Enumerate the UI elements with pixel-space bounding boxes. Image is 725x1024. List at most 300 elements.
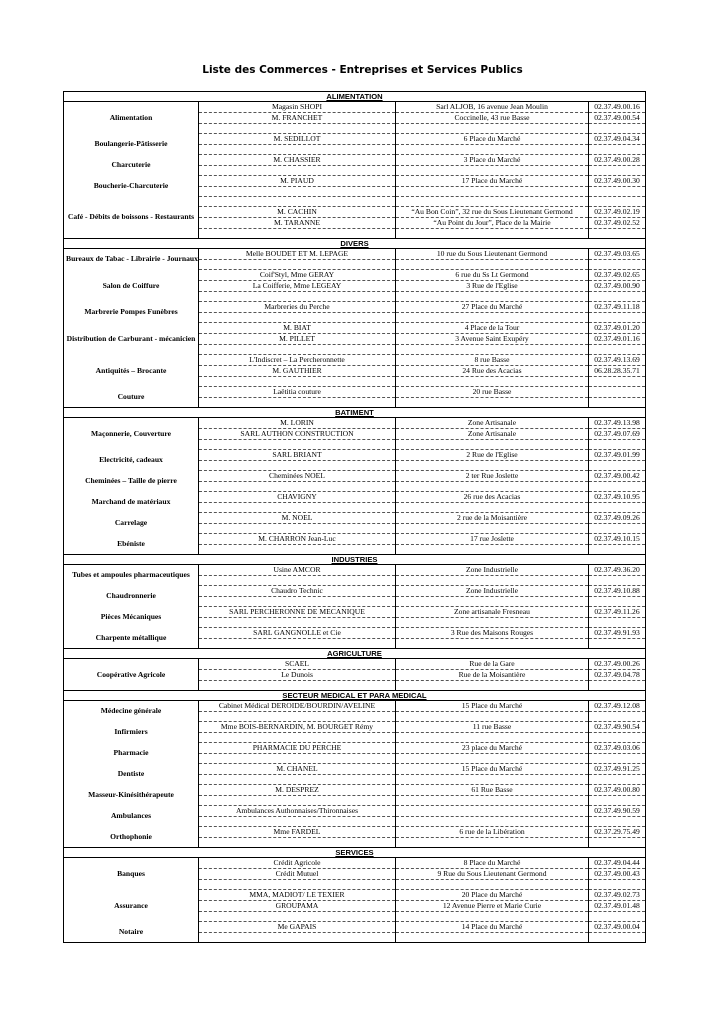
blank-cell [396, 912, 589, 922]
phone-number: 02.37.49.03.06 [589, 743, 646, 754]
table-row [64, 471, 646, 482]
blank-cell [396, 377, 589, 387]
business-address: 17 rue Joslette [396, 534, 589, 545]
blank-cell [199, 524, 396, 534]
category-label: Boucherie-Charcuterie [64, 176, 199, 197]
business-address: 17 Place du Marché [396, 176, 589, 187]
blank-cell [589, 796, 646, 806]
table-bottom-cell [64, 943, 646, 944]
blank-cell [199, 166, 396, 176]
category-label: Médecine générale [64, 701, 199, 722]
blank-cell [589, 639, 646, 649]
business-address: Coccinelle, 43 rue Basse [396, 113, 589, 124]
business-name: SARL AUTHON CONSTRUCTION [199, 429, 396, 440]
business-name: Ambulances Authonnaises/Thironnaises [199, 806, 396, 817]
section-title: BATIMENT [64, 408, 646, 418]
business-address: 8 rue Basse [396, 355, 589, 366]
business-name: Coif'Styl, Mme GERAY [199, 270, 396, 281]
blank-cell [589, 440, 646, 450]
business-address: 15 Place du Marché [396, 701, 589, 712]
business-name: M. FRANCHET [199, 113, 396, 124]
blank-cell [199, 545, 396, 555]
business-name: Cabinet Médical DEROIDE/BOURDIN/AVELINE [199, 701, 396, 712]
blank-cell [199, 398, 396, 408]
blank-cell [199, 503, 396, 513]
blank-cell [396, 461, 589, 471]
blank-cell [396, 880, 589, 890]
blank-cell [589, 597, 646, 607]
table-row [64, 806, 646, 817]
business-name: M. SEDILLOT [199, 134, 396, 145]
table-bottom-border [64, 943, 646, 944]
blank-cell [199, 817, 396, 827]
section-title: INDUSTRIES [64, 555, 646, 565]
blank-cell [396, 618, 589, 628]
blank-cell [396, 576, 589, 586]
phone-number: 02.37.49.00.42 [589, 471, 646, 482]
phone-number: 02.37.49.04.34 [589, 134, 646, 145]
table-row [64, 102, 646, 113]
business-name: PHARMACIE DU PERCHE [199, 743, 396, 754]
blank-cell [396, 166, 589, 176]
business-name: M. CHARRON Jean-Luc [199, 534, 396, 545]
blank-cell [396, 124, 589, 134]
business-name: M. PILLET [199, 334, 396, 345]
blank-cell [199, 712, 396, 722]
business-address: 14 Place du Marché [396, 922, 589, 933]
category-label: Marchand de matériaux [64, 492, 199, 513]
table-row [64, 722, 646, 733]
category-label: Charcuterie [64, 155, 199, 176]
blank-cell [199, 187, 396, 197]
business-name: M. LORIN [199, 418, 396, 429]
business-name: Melle BOUDET ET M. LEPAGE [199, 249, 396, 260]
blank-cell [199, 461, 396, 471]
blank-cell [199, 197, 396, 207]
spacer-row [64, 197, 646, 207]
blank-cell [199, 377, 396, 387]
blank-cell [199, 124, 396, 134]
phone-number: 02.37.49.09.26 [589, 513, 646, 524]
category-label: Alimentation [64, 102, 199, 134]
business-address: Sarl ALJOB, 16 avenue Jean Moulin [396, 102, 589, 113]
category-label: Salon de Coiffure [64, 270, 199, 302]
phone-number: 06.28.28.35.71 [589, 366, 646, 377]
phone-number: 02.37.49.02.65 [589, 270, 646, 281]
blank-cell [199, 733, 396, 743]
business-address: 26 rue des Acacias [396, 492, 589, 503]
business-name: Crédit Mutuel [199, 869, 396, 880]
business-address: 61 Rue Basse [396, 785, 589, 796]
phone-number: 02.37.49.00.16 [589, 102, 646, 113]
blank-cell [589, 681, 646, 691]
category-label: Bureaux de Tabac - Librairie - Journaux [64, 249, 199, 270]
table-row [64, 418, 646, 429]
blank-cell [396, 440, 589, 450]
blank-cell [589, 166, 646, 176]
blank-cell [589, 912, 646, 922]
business-name: Le Dunois [199, 670, 396, 681]
table-row [64, 890, 646, 901]
table-row [64, 492, 646, 503]
phone-number: 02.37.49.36.20 [589, 565, 646, 576]
business-name: Usine AMCOR [199, 565, 396, 576]
business-name: Laëtitia couture [199, 387, 396, 398]
table-row [64, 249, 646, 260]
business-address: Zone artisanale Fresneau [396, 607, 589, 618]
blank-cell [199, 912, 396, 922]
blank-cell [396, 503, 589, 513]
table-row [64, 134, 646, 145]
business-name: SARL BRIANT [199, 450, 396, 461]
blank-cell [199, 775, 396, 785]
business-name: M. GAUTHIER [199, 366, 396, 377]
phone-number: 02.37.49.91.25 [589, 764, 646, 775]
table-row [64, 743, 646, 754]
blank-cell [589, 229, 646, 239]
table-row [64, 450, 646, 461]
business-name: SARL GANGNOLLE et Cie [199, 628, 396, 639]
business-name: Marbreries du Perche [199, 302, 396, 313]
blank-cell [396, 313, 589, 323]
section-header-row [64, 691, 646, 701]
section-title: SECTEUR MEDICAL ET PARA MEDICAL [64, 691, 646, 701]
business-name: GROUPAMA [199, 901, 396, 912]
table-row [64, 176, 646, 187]
business-name: Mme BOIS-BERNARDIN, M. BOURGET Rémy [199, 722, 396, 733]
blank-cell [396, 398, 589, 408]
table-row [64, 302, 646, 313]
blank-cell [396, 292, 589, 302]
blank-cell [396, 639, 589, 649]
table-row [64, 858, 646, 869]
business-address: Zone Industrielle [396, 565, 589, 576]
business-address: 3 Avenue Saint Exupéry [396, 334, 589, 345]
blank-cell [589, 933, 646, 943]
category-label: Boulangerie-Pâtisserie [64, 134, 199, 155]
business-name: Magasin SHOPI [199, 102, 396, 113]
blank-cell [589, 838, 646, 848]
table-row [64, 827, 646, 838]
section-header-row [64, 649, 646, 659]
blank-cell [396, 775, 589, 785]
business-address: 23 place du Marché [396, 743, 589, 754]
blank-cell [396, 933, 589, 943]
business-address: 6 rue du Ss Lt Germond [396, 270, 589, 281]
blank-cell [396, 260, 589, 270]
category-label: Notaire [64, 922, 199, 943]
blank-cell [199, 440, 396, 450]
blank-cell [396, 712, 589, 722]
blank-cell [589, 292, 646, 302]
business-name: M. PIAUD [199, 176, 396, 187]
category-label: Distribution de Carburant - mécanicien [64, 323, 199, 355]
category-label: Infirmiers [64, 722, 199, 743]
blank-cell [199, 345, 396, 355]
category-label: Charpente métallique [64, 628, 199, 649]
phone-number: 02.37.49.02.73 [589, 890, 646, 901]
blank-cell [589, 545, 646, 555]
blank-cell [589, 576, 646, 586]
blank-cell [589, 482, 646, 492]
blank-cell [396, 681, 589, 691]
category-label: Chaudronnerie [64, 586, 199, 607]
phone-number: 02.37.49.10.88 [589, 586, 646, 597]
blank-cell [396, 187, 589, 197]
phone-number: 02.37.49.01.99 [589, 450, 646, 461]
blank-cell [589, 377, 646, 387]
category-label: Cheminées – Taille de pierre [64, 471, 199, 492]
table-row [64, 659, 646, 670]
business-address: 2 ter Rue Joslette [396, 471, 589, 482]
table-row [64, 607, 646, 618]
section-header-row [64, 848, 646, 858]
phone-number: 02.37.49.12.08 [589, 701, 646, 712]
table-row [64, 764, 646, 775]
blank-cell [199, 880, 396, 890]
business-address: 27 Place du Marché [396, 302, 589, 313]
business-address: 3 Rue de l'Eglise [396, 281, 589, 292]
category-label: Pharmacie [64, 743, 199, 764]
business-name: M. CHASSIER [199, 155, 396, 166]
business-name: M. BIAT [199, 323, 396, 334]
blank-cell [589, 817, 646, 827]
blank-cell [199, 313, 396, 323]
blank-cell [589, 712, 646, 722]
blank-cell [589, 503, 646, 513]
phone-number: 02.37.49.00.80 [589, 785, 646, 796]
blank-cell [199, 597, 396, 607]
category-label: Dentiste [64, 764, 199, 785]
blank-cell [396, 229, 589, 239]
category-label: Antiquités – Brocante [64, 355, 199, 387]
blank-cell [199, 754, 396, 764]
table-row [64, 270, 646, 281]
category-label: Ambulances [64, 806, 199, 827]
blank-cell [589, 124, 646, 134]
business-name: SCAEL [199, 659, 396, 670]
business-address: Zone Artisanale [396, 418, 589, 429]
phone-number: 02.37.49.11.26 [589, 607, 646, 618]
blank-cell [589, 313, 646, 323]
phone-number: 02.37.49.13.98 [589, 418, 646, 429]
business-name: L'Indiscret – La Percheronnette [199, 355, 396, 366]
business-address: 20 Place du Marché [396, 890, 589, 901]
business-address: 2 Rue de l'Eglise [396, 450, 589, 461]
business-name: M. NOEL [199, 513, 396, 524]
business-address: 6 Place du Marché [396, 134, 589, 145]
phone-number: 02.37.49.00.43 [589, 869, 646, 880]
blank-cell [589, 775, 646, 785]
business-address: 12 Avenue Pierre et Marie Curie [396, 901, 589, 912]
phone-number: 02.37.49.91.93 [589, 628, 646, 639]
business-name: Crédit Agricole [199, 858, 396, 869]
phone-number: 02.37.49.90.54 [589, 722, 646, 733]
business-address: 11 rue Basse [396, 722, 589, 733]
phone-number: 02.37.49.01.16 [589, 334, 646, 345]
phone-number: 02.37.49.00.54 [589, 113, 646, 124]
blank-cell [396, 754, 589, 764]
blank-cell [199, 482, 396, 492]
blank-cell [589, 260, 646, 270]
phone-number: 02.37.49.13.69 [589, 355, 646, 366]
section-header-row [64, 555, 646, 565]
table-row [64, 565, 646, 576]
phone-number: 02.37.49.04.78 [589, 670, 646, 681]
phone-number: 02.37.49.01.20 [589, 323, 646, 334]
category-label: Coopérative Agricole [64, 659, 199, 691]
business-address: 2 rue de la Moisantière [396, 513, 589, 524]
business-name: M. CACHIN [199, 207, 396, 218]
category-label: Couture [64, 387, 199, 408]
business-address: Zone Industrielle [396, 586, 589, 597]
category-label: Marbrerie Pompes Funèbres [64, 302, 199, 323]
phone-number [589, 387, 646, 398]
blank-cell [396, 796, 589, 806]
business-address: 20 rue Basse [396, 387, 589, 398]
category-label: Pièces Mécaniques [64, 607, 199, 628]
blank-cell [199, 145, 396, 155]
blank-cell [396, 597, 589, 607]
business-address: Rue de la Gare [396, 659, 589, 670]
blank-cell [589, 754, 646, 764]
blank-cell [199, 681, 396, 691]
business-address: 3 Rue des Maisons Rouges [396, 628, 589, 639]
table-row [64, 628, 646, 639]
section-title: SERVICES [64, 848, 646, 858]
blank-cell [396, 345, 589, 355]
table-row [64, 323, 646, 334]
directory-body [64, 92, 646, 944]
category-label: Ebéniste [64, 534, 199, 555]
blank-cell [396, 524, 589, 534]
business-name: Mme FARDEL [199, 827, 396, 838]
category-label: Orthophonie [64, 827, 199, 848]
blank-cell [589, 524, 646, 534]
category-label: Banques [64, 858, 199, 890]
blank-cell [199, 576, 396, 586]
phone-number: 02.37.49.02.19 [589, 207, 646, 218]
blank-cell [396, 545, 589, 555]
business-address: 10 rue du Sous Lieutenant Germond [396, 249, 589, 260]
phone-number: 02.37.49.07.69 [589, 429, 646, 440]
phone-number: 02.37.49.00.04 [589, 922, 646, 933]
business-name: M. CHANEL [199, 764, 396, 775]
phone-number: 02.37.49.90.59 [589, 806, 646, 817]
business-address: 24 Rue des Acacias [396, 366, 589, 377]
business-address: Rue de la Moisantière [396, 670, 589, 681]
business-address: 4 Place de la Tour [396, 323, 589, 334]
section-title: ALIMENTATION [64, 92, 646, 102]
business-address: “Au Bon Coin”, 32 rue du Sous Lieutenant Germond [396, 207, 589, 218]
blank-cell [589, 618, 646, 628]
blank-cell [199, 618, 396, 628]
business-address: 8 Place du Marché [396, 858, 589, 869]
phone-number: 02.37.49.10.15 [589, 534, 646, 545]
business-name: SARL PERCHERONNE DE MECANIQUE [199, 607, 396, 618]
phone-number: 02.37.49.04.44 [589, 858, 646, 869]
business-name: Cheminées NOEL [199, 471, 396, 482]
business-address: 15 Place du Marché [396, 764, 589, 775]
business-name: Me GAPAIS [199, 922, 396, 933]
section-header-row [64, 408, 646, 418]
blank-cell [199, 639, 396, 649]
blank-cell [199, 796, 396, 806]
phone-number: 02.37.49.00.30 [589, 176, 646, 187]
blank-cell [589, 733, 646, 743]
business-name: M. DESPREZ [199, 785, 396, 796]
phone-number: 02.37.49.00.90 [589, 281, 646, 292]
blank-cell [589, 880, 646, 890]
blank-cell [199, 292, 396, 302]
business-address: “Au Point du Jour”, Place de la Mairie [396, 218, 589, 229]
business-name: CHAVIGNY [199, 492, 396, 503]
table-row [64, 513, 646, 524]
blank-cell [396, 817, 589, 827]
phone-number: 02.37.49.02.52 [589, 218, 646, 229]
category-label: Café - Débits de boissons - Restaurants [64, 197, 199, 239]
business-name: Chaudro Technic [199, 586, 396, 597]
blank-cell [199, 260, 396, 270]
blank-cell [396, 145, 589, 155]
blank-cell [199, 838, 396, 848]
category-label: Tubes et ampoules pharmaceutiques [64, 565, 199, 586]
blank-cell [199, 933, 396, 943]
blank-cell [396, 733, 589, 743]
blank-cell [396, 482, 589, 492]
phone-number: 02.37.49.11.18 [589, 302, 646, 313]
blank-cell [589, 461, 646, 471]
section-title: DIVERS [64, 239, 646, 249]
table-row [64, 701, 646, 712]
phone-number: 02.37.49.00.26 [589, 659, 646, 670]
phone-number: 02.37.49.10.95 [589, 492, 646, 503]
business-address [396, 806, 589, 817]
blank-cell [589, 345, 646, 355]
blank-cell [396, 838, 589, 848]
blank-cell [589, 145, 646, 155]
blank-cell [589, 197, 646, 207]
category-label: Maçonnerie, Couverture [64, 418, 199, 450]
business-name: La Coifferie, Mme LEGEAY [199, 281, 396, 292]
table-row [64, 586, 646, 597]
table-row [64, 534, 646, 545]
blank-cell [199, 229, 396, 239]
blank-cell [589, 398, 646, 408]
business-address: 9 Rue du Sous Lieutenant Germond [396, 869, 589, 880]
phone-number: 02.37.29.75.49 [589, 827, 646, 838]
section-header-row [64, 92, 646, 102]
phone-number: 02.37.49.03.65 [589, 249, 646, 260]
category-label: Masseur-Kinésithérapeute [64, 785, 199, 806]
section-header-row [64, 239, 646, 249]
business-address: 3 Place du Marché [396, 155, 589, 166]
business-name: MMA, MADIOT/ LE TEXIER [199, 890, 396, 901]
directory-table [63, 91, 646, 943]
document-title: Liste des Commerces - Entreprises et Services Publics [202, 64, 523, 76]
business-address: 6 rue de la Libération [396, 827, 589, 838]
category-label: Carrelage [64, 513, 199, 534]
table-row [64, 922, 646, 933]
table-row [64, 355, 646, 366]
category-label: Electricité, cadeaux [64, 450, 199, 471]
business-name: M. TARANNE [199, 218, 396, 229]
table-row [64, 785, 646, 796]
business-address: Zone Artisanale [396, 429, 589, 440]
blank-cell [589, 187, 646, 197]
phone-number: 02.37.49.00.28 [589, 155, 646, 166]
section-title: AGRICULTURE [64, 649, 646, 659]
